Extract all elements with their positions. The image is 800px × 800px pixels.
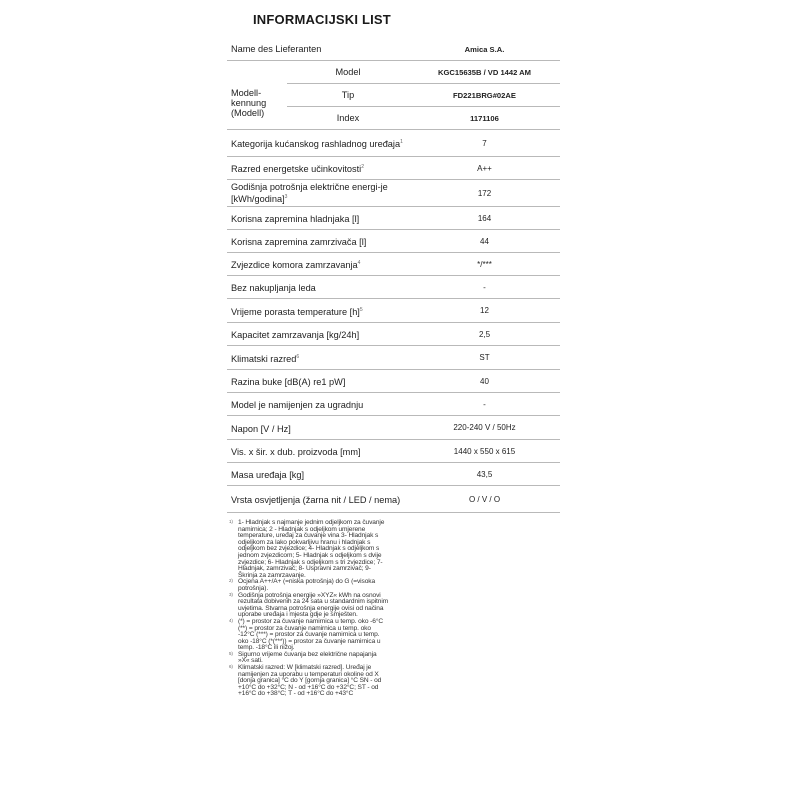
row-label-text: Bez nakupljanja leda <box>231 283 316 293</box>
row-value: */*** <box>477 259 492 269</box>
table-row <box>227 157 560 180</box>
row-label <box>227 212 409 224</box>
footnote-text: Godišnja potrošnja energije »XYZ« kWh na osnovi rezultata dobivenih za 24 sata u standardnim ispitnim uvjetima. Stvarna potrošnja energije ovisi od načina uporabe uređaja i mjesta gdje je smješten. <box>238 591 389 619</box>
model-label: Model <box>335 67 361 77</box>
table-row <box>227 370 560 393</box>
row-label-text: Kategorija kućanskog rashladnog uređaja <box>231 139 401 149</box>
footnote-text: 1- Hladnjak s najmanje jednim odjeljkom za čuvanje namirnica; 2 - Hladnjak s odjeljkom umjerene temperature, uređaj za čuvanje vina 3- Hladnjak s odjeljkom za lako pokvarljivu hranu i hladnjak s odjeljkom bez zvjezdice; 4- Hladnjak s odjeljkom s jednom zvjezdicom; 5- Hladnjak s odjeljkom s dvije zvjezdice; 6- Hladnjak s odjeljkom s tri zvjezdice; 7- Hladnjak, zamrzivač; 8- Uspravni zamrzivač; 9- Škrinja za zamrzavanje. <box>238 519 385 579</box>
row-label-text: Razina buke [dB(A) re1 pW] <box>231 377 346 387</box>
row-label <box>227 375 409 387</box>
index-row <box>287 107 560 129</box>
row-value: 164 <box>477 213 492 223</box>
row-label <box>227 328 409 340</box>
row-label <box>227 468 409 480</box>
table-row <box>227 230 560 253</box>
footnote-ref: 4 <box>357 260 361 266</box>
row-label-text: Vis. x šir. x dub. proizvoda [mm] <box>231 447 361 457</box>
row-value: Amica S.A. <box>464 44 505 54</box>
row-value: O / V / O <box>468 494 501 504</box>
table-row <box>227 130 560 157</box>
row-value: - <box>483 399 486 409</box>
type-value: FD221BRG#02AE <box>453 90 516 100</box>
row-label <box>227 398 409 410</box>
row-label <box>227 422 409 434</box>
table-row <box>227 299 560 323</box>
footnote-number: 3) <box>229 591 233 597</box>
index-label: Index <box>336 113 360 123</box>
table-row-supplier <box>227 38 560 61</box>
info-table <box>227 38 560 513</box>
row-label <box>227 235 409 247</box>
row-value: 2,5 <box>478 329 491 339</box>
footnote-ref: 3 <box>284 194 288 200</box>
row-value: 220-240 V / 50Hz <box>453 423 516 432</box>
row-value: 172 <box>477 188 492 198</box>
table-row <box>227 416 560 440</box>
model-group <box>227 61 560 130</box>
row-value: 12 <box>480 306 489 315</box>
row-label-text: Zvjezdice komora zamrzavanja <box>231 260 358 270</box>
row-label-text: Vrsta osvjetljenja (žarna nit / LED / nema) <box>231 495 401 505</box>
row-label-text: Korisna zapremina hladnjaka [l] <box>231 214 360 224</box>
row-label <box>227 258 409 270</box>
footnote-number: 2) <box>229 578 233 584</box>
row-label <box>227 352 409 364</box>
row-value: - <box>483 282 486 292</box>
row-label-text: Korisna zapremina zamrzivača [l] <box>231 237 367 247</box>
table-row <box>227 393 560 416</box>
row-label <box>227 281 409 293</box>
footnote-ref: 6 <box>296 353 300 360</box>
footnotes <box>229 520 389 698</box>
row-label-text: Vrijeme porasta temperature [h] <box>231 306 360 317</box>
table-row <box>227 207 560 230</box>
footnote <box>229 520 389 579</box>
table-row <box>227 323 560 346</box>
row-value: 40 <box>480 376 489 386</box>
model-group-label-text: Modell- kennung (Modell) <box>231 88 267 118</box>
model-group-label <box>231 88 291 118</box>
row-value: 1440 x 550 x 615 <box>453 446 516 456</box>
footnote-text: (*) = prostor za čuvanje namirnica u temp. oko -6°C (**) = prostor za čuvanje namirnica u temp. oko -12°C (***) = prostor za čuvanje namirnica u temp. oko -18°C (*(***)) = prostor za čuvanje namirnica u temp. -18°C ili nižoj. <box>238 617 384 652</box>
row-label-text: Masa uređaja [kg] <box>231 470 305 480</box>
row-label: Name des Lieferanten <box>231 44 322 54</box>
row-label-text: Kapacitet zamrzavanja [kg/24h] <box>231 330 360 340</box>
row-label <box>227 182 409 204</box>
table-row <box>227 440 560 463</box>
footnote-ref: 1 <box>400 139 403 145</box>
footnote-text: Klimatski razred: W [klimatski razred]. Uređaj je namijenjen za uporabu u temperaturi okoline od X [donja granica] °C do Y [gornja granica] °C SN - od +10°C do +32°C; N - od +16°C do +32°C; ST - od +16°C do +38°C; T - od +16°C do +43°C <box>238 664 382 698</box>
row-label <box>227 137 409 149</box>
table-row <box>227 276 560 299</box>
model-value: KGC15635B / VD 1442 AM <box>438 67 531 77</box>
row-label <box>227 305 409 317</box>
footnote-number: 5) <box>229 650 233 656</box>
type-row <box>287 84 560 107</box>
row-value: ST <box>479 353 490 362</box>
page-title: INFORMACIJSKI LIST <box>253 12 391 27</box>
row-value: 44 <box>480 236 489 246</box>
row-label-text: Godišnja potrošnja električne energi-je [kWh/godina] <box>231 182 388 204</box>
row-label <box>227 445 409 457</box>
footnote-ref: 2 <box>361 164 365 170</box>
row-label-text: Model je namijenjen za ugradnju <box>231 400 364 410</box>
table-row <box>227 463 560 486</box>
table-row <box>227 346 560 370</box>
footnote-number: 6) <box>229 664 233 670</box>
row-value: 7 <box>482 138 487 148</box>
model-row <box>287 61 560 84</box>
row-value: 43,5 <box>476 469 493 479</box>
footnote-ref: 5 <box>359 306 363 313</box>
footnote <box>229 593 389 619</box>
type-label: Tip <box>341 90 355 100</box>
table-row <box>227 253 560 276</box>
row-label <box>227 493 409 505</box>
row-label-text: Razred energetske učinkovitosti <box>231 164 362 174</box>
footnote-number: 4) <box>229 617 233 623</box>
footnote-text: Sigurno vrijeme čuvanja bez električne napajanja »X« sati. <box>238 650 377 665</box>
row-value: A++ <box>477 163 492 173</box>
footnote <box>229 619 389 652</box>
row-label <box>227 162 409 174</box>
footnote-text: Ocjena A++/A+ (=niska potrošnja) do G (=visoka potrošnja). <box>238 578 376 592</box>
row-label-text: Napon [V / Hz] <box>231 423 291 434</box>
row-label-text: Klimatski razred <box>231 353 297 364</box>
table-row <box>227 486 560 513</box>
index-value: 1171106 <box>470 113 499 123</box>
footnote-number: 1) <box>229 519 233 524</box>
table-row <box>227 180 560 207</box>
footnote <box>229 665 389 698</box>
